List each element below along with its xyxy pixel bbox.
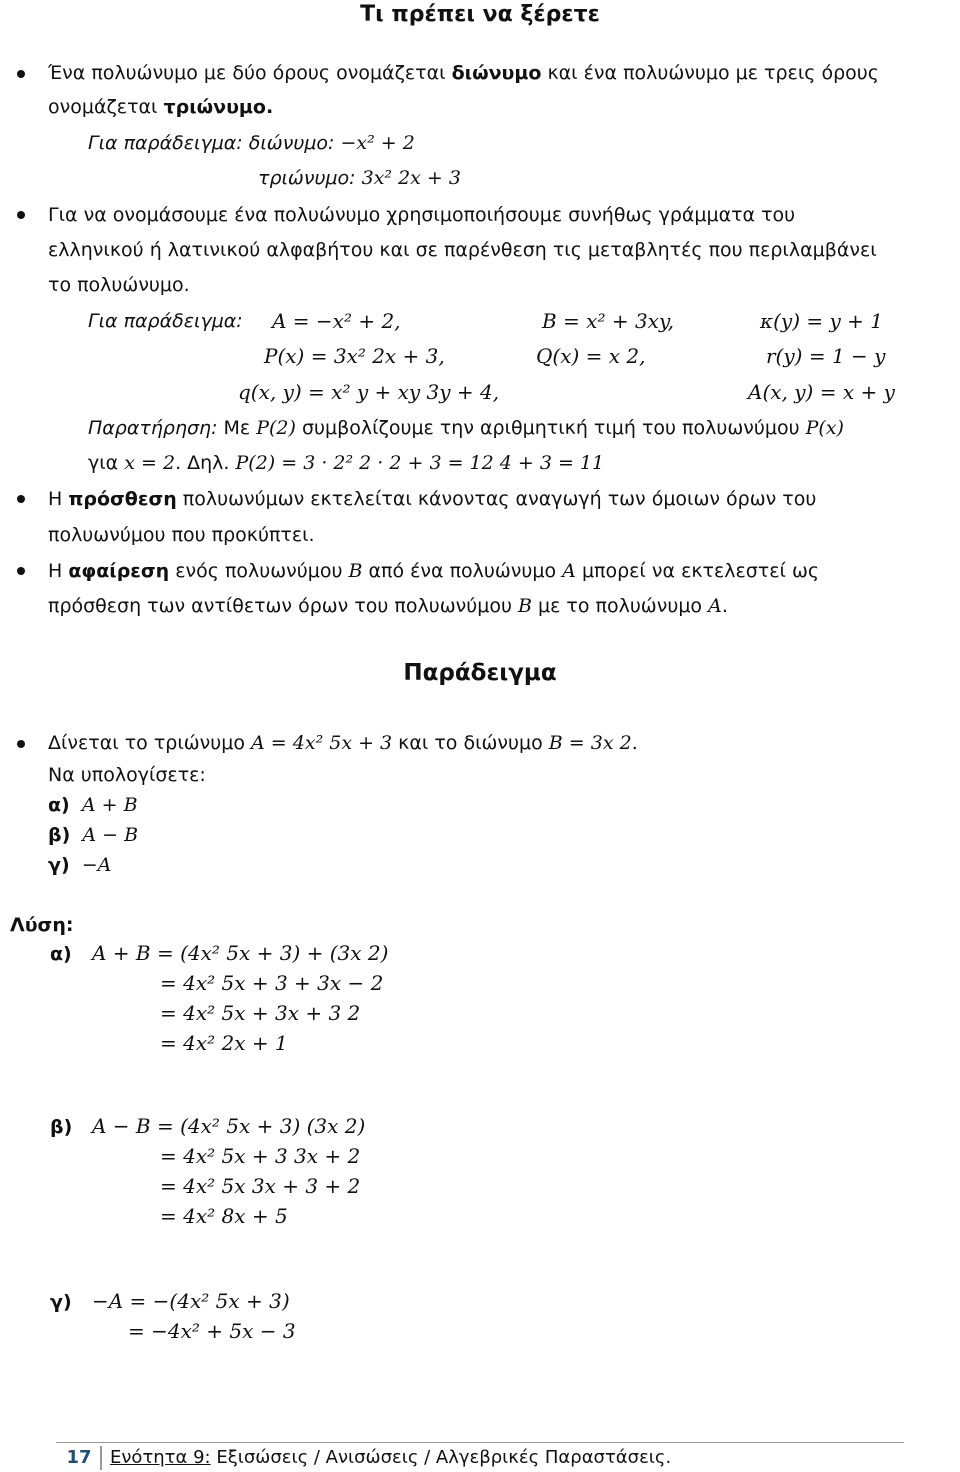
math: A = 4x² 5x + 3 (251, 732, 393, 754)
sol-b-line3: = 4x² 5x 3x + 3 + 2 (160, 1174, 361, 1198)
text: . (721, 595, 728, 617)
text: . Δηλ. (175, 452, 236, 474)
b1-line1 (48, 56, 879, 90)
text: ενός πολυωνύμου (169, 560, 349, 582)
math: −x² + 2 (340, 132, 415, 154)
eq-r2c1: P(x) = 3x² 2x + 3, (264, 344, 445, 368)
b3-line2: πολυωνύμου που προκύπτει. (48, 524, 315, 546)
math: B = 3x 2. (548, 732, 638, 754)
math: B (518, 595, 532, 617)
bullet (17, 740, 25, 748)
b2-line1: Για να ονομάσουμε ένα πολυώνυμο χρησιμοποιήσουμε συνήθως γράμματα του (48, 204, 796, 226)
sol-c-line2: = −4x² + 5x − 3 (128, 1319, 296, 1343)
b2-line2: ελληνικού ή λατινικού αλφαβήτου και σε παρένθεση τις μεταβλητές που περιλαμβάνει (48, 239, 877, 261)
example-line1 (48, 726, 638, 760)
sol-a-label: α) (50, 943, 72, 965)
math: P(2) = 3 · 2² 2 · 2 + 3 = 12 4 + 3 = 11 (235, 452, 605, 474)
footer-unit: Ενότητα 9: (110, 1447, 211, 1468)
math: x = 2 (124, 452, 176, 474)
text: ονομάζεται (48, 96, 164, 118)
text: πρόσθεση των αντίθετων όρων του πολυωνύμου (48, 595, 518, 617)
sol-b-line4: = 4x² 8x + 5 (160, 1204, 288, 1228)
bold-term: τριώνυμο. (163, 96, 274, 118)
eq-r1c1: A = −x² + 2, (272, 309, 401, 333)
math: P(x) (805, 417, 844, 439)
text: με το πολυώνυμο (531, 595, 709, 617)
bullet (17, 211, 25, 219)
b2-example-label: Για παράδειγμα: (88, 310, 243, 332)
sol-b-line2: = 4x² 5x + 3 3x + 2 (160, 1144, 361, 1168)
sol-a-line1: A + B = (4x² 5x + 3) + (3x 2) (92, 941, 389, 965)
b4-line1 (48, 554, 819, 588)
b4-line2 (48, 589, 728, 623)
eq-r2c2: Q(x) = x 2, (536, 344, 646, 368)
b1-example-2 (258, 161, 461, 195)
text: Η (48, 560, 69, 582)
math: B (348, 560, 363, 582)
bullet (17, 495, 25, 503)
b2-line3: το πολυώνυμο. (48, 274, 190, 296)
sol-a-line2: = 4x² 5x + 3 + 3x − 2 (160, 971, 384, 995)
footer-title: Εξισώσεις / Ανισώσεις / Αλγεβρικές Παραστάσεις. (210, 1447, 672, 1468)
text: μπορεί να εκτελεστεί ως (575, 560, 820, 582)
eq-r3c1: q(x, y) = x² y + xy 3y + 4, (238, 380, 500, 404)
text: πολυωνύμων εκτελείται κάνοντας αναγωγή των όμοιων όρων του (176, 488, 817, 510)
math: 3x² 2x + 3 (361, 167, 461, 189)
bold-term: πρόσθεση (68, 488, 177, 510)
eq-r3c3: A(x, y) = x + y (748, 380, 895, 404)
text: για (88, 452, 125, 474)
item-label: β) (48, 824, 71, 846)
example-item-c (48, 848, 111, 882)
sol-b-label: β) (50, 1116, 73, 1138)
example-heading: Παράδειγμα (403, 660, 557, 686)
example-item-a (48, 788, 138, 822)
sol-c-label: γ) (50, 1291, 72, 1313)
text: Ένα πολυώνυμο με δύο όρους ονομάζεται (48, 62, 452, 84)
note-line1 (88, 411, 844, 445)
sol-a-line3: = 4x² 5x + 3x + 3 2 (160, 1001, 361, 1025)
footer-text (110, 1446, 671, 1470)
bullet (17, 70, 25, 78)
sol-c-line1: −A = −(4x² 5x + 3) (92, 1289, 290, 1313)
sol-a-line4: = 4x² 2x + 1 (160, 1031, 288, 1055)
bold-term: αφαίρεση (68, 560, 170, 582)
eq-r2c3: r(y) = 1 − y (766, 344, 886, 368)
page-title: Τι πρέπει να ξέρετε (360, 2, 600, 27)
eq-r1c2: B = x² + 3xy, (542, 309, 674, 333)
b3-line1 (48, 482, 816, 516)
note-label: Παρατήρηση: (88, 417, 218, 439)
item-label: α) (48, 794, 70, 816)
item-label: γ) (48, 854, 70, 876)
example-line2: Να υπολογίσετε: (48, 764, 206, 786)
eq-r1c3: κ(y) = y + 1 (760, 309, 883, 333)
text: συμβολίζουμε την αριθμητική τιμή του πολυωνύμου (295, 417, 806, 439)
math: A (562, 560, 576, 582)
math: A − B (82, 824, 139, 846)
footer-divider (56, 1442, 904, 1443)
example-item-b (48, 818, 138, 852)
sol-b-line1: A − B = (4x² 5x + 3) (3x 2) (92, 1114, 366, 1138)
bullet (17, 567, 25, 575)
note-line2 (88, 446, 604, 480)
math: P(2) (256, 417, 296, 439)
text: και ένα πολυώνυμο με τρεις όρους (541, 62, 879, 84)
math: A + B (81, 794, 138, 816)
text: από ένα πολυώνυμο (362, 560, 563, 582)
example-label: τριώνυμο: (258, 167, 362, 189)
b1-example-1 (88, 126, 415, 160)
bold-term: διώνυμο (451, 62, 542, 84)
text: και το διώνυμο (392, 732, 549, 754)
page-number: 17 (64, 1446, 102, 1470)
solution-label: Λύση: (10, 914, 74, 936)
text: Με (217, 417, 257, 439)
example-label: Για παράδειγμα: διώνυμο: (88, 132, 341, 154)
text: Δίνεται το τριώνυμο (48, 732, 252, 754)
math: −A (81, 854, 112, 876)
b1-line2 (48, 90, 273, 124)
text: Η (48, 488, 69, 510)
math: A (708, 595, 722, 617)
